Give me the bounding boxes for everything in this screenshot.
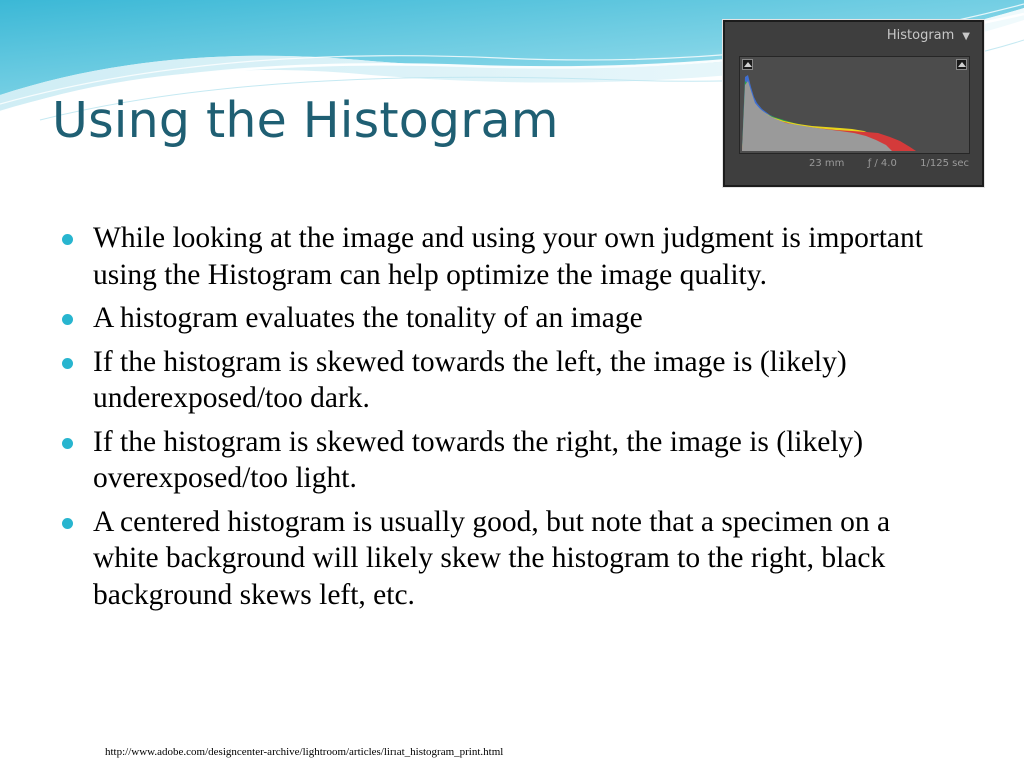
bullet-item	[62, 504, 962, 614]
histogram-plot	[740, 57, 969, 153]
bullet-dot-icon	[62, 234, 73, 245]
aperture-label: ƒ / 4.0	[867, 158, 897, 169]
bullet-item	[62, 300, 962, 337]
highlight-clipping-button[interactable]	[956, 59, 967, 70]
bullet-item	[62, 424, 962, 497]
bullet-text: If the histogram is skewed towards the left, the image is (likely) underexposed/too dark.	[93, 345, 847, 414]
histogram-graph	[739, 56, 970, 154]
histogram-title: Histogram	[886, 28, 955, 43]
bullet-text: If the histogram is skewed towards the right, the image is (likely) overexposed/too light.	[93, 425, 864, 494]
shutter-speed-label: 1/125 sec	[920, 158, 969, 169]
bullet-dot-icon	[62, 314, 73, 325]
bullet-item	[62, 220, 962, 293]
slide-title: Using the Histogram	[52, 92, 559, 149]
histogram-header[interactable]	[887, 28, 970, 43]
bullet-text: A centered histogram is usually good, but note that a specimen on a white background will likely skew the histogram to the right, black background skews left, etc.	[93, 505, 891, 611]
bullet-text: A histogram evaluates the tonality of an image	[93, 302, 643, 334]
collapse-triangle-icon[interactable]: ▼	[962, 31, 970, 42]
bullet-dot-icon	[62, 438, 73, 449]
bullet-dot-icon	[62, 518, 73, 529]
histogram-exif-info	[809, 158, 969, 169]
bullet-dot-icon	[62, 358, 73, 369]
bullet-list	[62, 220, 962, 620]
source-link[interactable]: http://www.adobe.com/designcenter-archive/lightroom/articles/lirıat_histogram_print.html	[105, 746, 504, 758]
focal-length-label: 23 mm	[809, 158, 845, 169]
histogram-panel	[723, 20, 984, 187]
bullet-text: While looking at the image and using your own judgment is important using the Histogram can help optimize the image quality.	[93, 222, 923, 291]
bullet-item	[62, 344, 962, 417]
shadow-clipping-button[interactable]	[742, 59, 753, 70]
